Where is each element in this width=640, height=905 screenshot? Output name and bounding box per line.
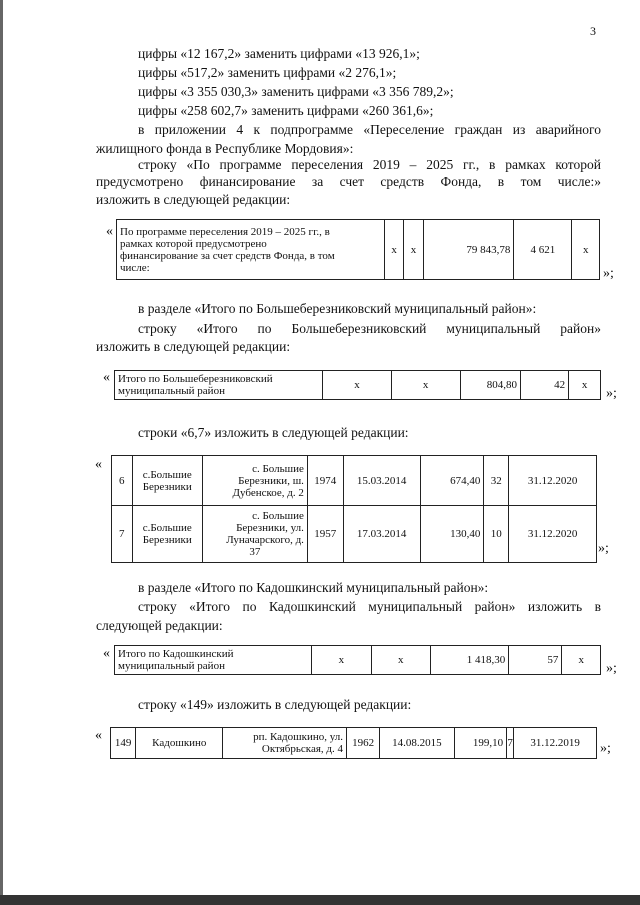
text-line: цифры «517,2» заменить цифрами «2 276,1»; xyxy=(138,65,397,80)
table-cell: х xyxy=(323,371,392,400)
cell-line: с. Большие xyxy=(252,462,304,475)
table-cell: 31.12.2020 xyxy=(509,456,597,506)
table-cell: 17.03.2014 xyxy=(343,506,420,563)
cell-line: Березники, ул. xyxy=(236,522,304,535)
table-cell: х xyxy=(384,220,403,280)
text-line: цифры «258 602,7» заменить цифрами «260 361,6»; xyxy=(138,103,434,118)
text-line: предусмотрено финансирование за счет средств Фонда, в том числе:» xyxy=(96,174,601,189)
close-quote: »; xyxy=(606,661,617,676)
total-label-cell xyxy=(115,371,323,400)
text-line: следующей редакции: xyxy=(96,618,223,633)
cell-line: Березники xyxy=(142,534,192,547)
open-quote: « xyxy=(106,224,113,239)
table-cell: 199,10 xyxy=(454,728,507,759)
cell-line: с.Большие xyxy=(142,522,192,535)
text-line: строку «По программе переселения 2019 – 2025 гг., в рамках которой xyxy=(138,157,601,172)
open-quote: « xyxy=(103,646,110,661)
text-line: в разделе «Итого по Кадошкинский муниципальный район»: xyxy=(138,580,489,595)
cell-line: с. Большие xyxy=(252,510,304,523)
open-quote: « xyxy=(95,728,102,743)
address-cell xyxy=(202,456,307,506)
settlement-cell xyxy=(132,456,202,506)
house-149-table xyxy=(110,727,597,759)
table-cell: 6 xyxy=(112,456,133,506)
address-cell xyxy=(202,506,307,563)
text-line: в приложении 4 к подпрограмме «Переселение граждан из аварийного xyxy=(138,122,601,137)
table-cell: х xyxy=(371,646,430,675)
address-cell xyxy=(223,728,347,759)
text-line: строки «6,7» изложить в следующей редакции: xyxy=(138,425,409,440)
label-line: финансирование за счет средств Фонда, в том xyxy=(120,249,335,262)
table-cell: х xyxy=(391,371,460,400)
table-row xyxy=(112,506,597,563)
label-line: Итого по Большеберезниковский xyxy=(118,373,273,385)
table-cell: Кадошкино xyxy=(136,728,223,759)
table-cell: х xyxy=(562,646,601,675)
bolsheberezniki-total-table xyxy=(114,370,601,400)
text-line: цифры «3 355 030,3» заменить цифрами «3 356 789,2»; xyxy=(138,84,454,99)
text-line: строку «149» изложить в следующей редакции: xyxy=(138,697,412,712)
table-cell: 31.12.2019 xyxy=(514,728,597,759)
table-cell: 32 xyxy=(484,456,509,506)
text-line: цифры «12 167,2» заменить цифрами «13 926,1»; xyxy=(138,46,420,61)
cell-line: Березники xyxy=(142,480,192,493)
page-number: 3 xyxy=(590,24,596,38)
houses-table xyxy=(111,455,597,563)
table-cell: х xyxy=(572,220,600,280)
text-line: строку «Итого по Кадошкинский муниципальный район» изложить в xyxy=(138,599,601,614)
table-row xyxy=(111,728,597,759)
scan-edge xyxy=(0,0,3,905)
table-cell: х xyxy=(312,646,371,675)
table-cell: 674,40 xyxy=(420,456,484,506)
cell-line: Березники, ш. xyxy=(238,474,304,487)
table-cell: 57 xyxy=(509,646,562,675)
close-quote: »; xyxy=(606,386,617,401)
program-table xyxy=(116,219,600,280)
close-quote: »; xyxy=(603,266,614,281)
table-cell: 4 621 xyxy=(514,220,572,280)
open-quote: « xyxy=(95,457,102,472)
program-label-cell xyxy=(117,220,385,280)
text-line: строку «Итого по Большеберезниковский муниципальный район» xyxy=(138,321,601,336)
table-cell: 7 xyxy=(112,506,133,563)
scan-bottom-edge xyxy=(0,895,640,905)
table-cell: х xyxy=(569,371,601,400)
label-line: муниципальный район xyxy=(118,660,225,672)
table-cell: 1962 xyxy=(346,728,379,759)
table-cell: 804,80 xyxy=(460,371,520,400)
table-row xyxy=(112,456,597,506)
cell-line: рп. Кадошкино, ул. xyxy=(253,731,343,743)
label-line: По программе переселения 2019 – 2025 гг., в xyxy=(120,225,330,238)
table-cell: 79 843,78 xyxy=(423,220,514,280)
table-cell: 7 xyxy=(507,728,514,759)
cell-line: Октябрьская, д. 4 xyxy=(261,743,343,755)
table-cell: 149 xyxy=(111,728,136,759)
label-line: Итого по Кадошкинский xyxy=(118,648,234,660)
close-quote: »; xyxy=(598,541,609,556)
open-quote: « xyxy=(103,370,110,385)
table-cell: 1974 xyxy=(307,456,343,506)
label-line: муниципальный район xyxy=(118,385,225,397)
cell-line: 37 xyxy=(249,546,261,559)
label-line: рамках которой предусмотрено xyxy=(120,237,267,250)
table-cell: 14.08.2015 xyxy=(380,728,454,759)
close-quote: »; xyxy=(600,741,611,756)
table-cell: 10 xyxy=(484,506,509,563)
table-cell: 31.12.2020 xyxy=(509,506,597,563)
table-cell: 130,40 xyxy=(420,506,484,563)
table-cell: 1 418,30 xyxy=(430,646,508,675)
table-cell: х xyxy=(404,220,423,280)
cell-line: Дубенское, д. 2 xyxy=(232,486,304,499)
text-line: жилищного фонда в Республике Мордовия»: xyxy=(96,141,354,156)
table-cell: 42 xyxy=(520,371,568,400)
total-label-cell xyxy=(115,646,312,675)
table-cell: 1957 xyxy=(307,506,343,563)
text-line: в разделе «Итого по Большеберезниковский муниципальный район»: xyxy=(138,301,537,316)
settlement-cell xyxy=(132,506,202,563)
table-cell: 15.03.2014 xyxy=(343,456,420,506)
label-line: числе: xyxy=(120,261,150,274)
text-line: изложить в следующей редакции: xyxy=(96,192,291,207)
cell-line: Луначарского, д. xyxy=(226,534,304,547)
cell-line: с.Большие xyxy=(142,468,192,481)
kadoshkino-total-table xyxy=(114,645,601,675)
text-line: изложить в следующей редакции: xyxy=(96,339,291,354)
